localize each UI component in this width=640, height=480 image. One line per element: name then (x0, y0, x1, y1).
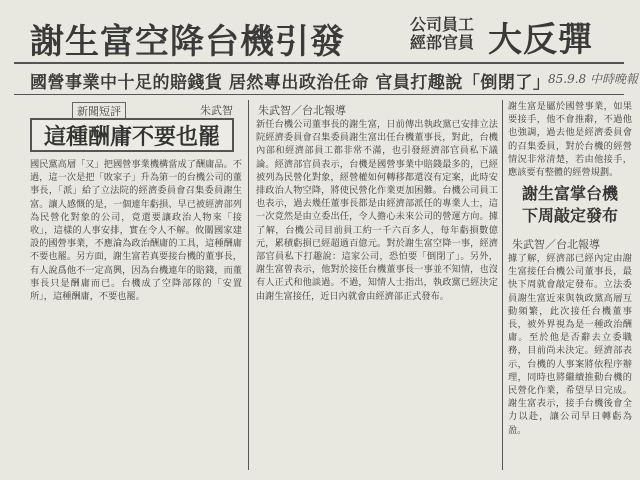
headline (12, 12, 636, 62)
headline-stacked-line-2: 經部官員 (410, 33, 475, 52)
middle-text: 新任台機公司董事長的謝生富，日前傳出執政黨已安排立法院經濟委員會召集委員謝生富出任台機董事長，對此，台機內部和經濟部員工都非常不滿，也引發經濟部官員私下議論。經濟部官員表示，台機是國營事業中賠錢最多的，已經被列為民營化對象，經營權如何轉移都還沒有定案，此時安排政治人物空降，將使民營化作業更加困難。台機公司員工也表示，過去幾任董事長都是由經濟部派任的專業人士，這一次竟然是由立委出任，令人擔心未來公司的營運方向。據了解，台機公司目前員工約一千六百多人，每年虧損數億元，累積虧損已經超過百億元。對於謝生富空降一事，經濟部官員私下打趣說：這家公司，恐怕要「倒閉了」。另外，謝生富曾表示，他對於接任台機董事長一事並不知情，也沒有人正式和他談過。不過，知情人士指出，執政黨已經決定由謝生富接任，近日內就會由經濟部正式發布。 (256, 119, 498, 302)
headline-rule (14, 62, 624, 64)
column-text: 國民黨高層「又」把國營事業機構當成了酬庸品。不過，這一次是把「敗家子」升為第一的台機公司的董事長，「派」給了立法院的經濟委員會召集委員謝生富。讓人感慨的是，一個連年虧損、早已被經濟部列為民營化對象的公司，竟還要讓政治人物來「接收」，這樣的人事安排，實在令人不解。攸關國家建設的國營事業，不應淪為政治酬庸的工具，這種酬庸不要也罷。另方面，謝生富若真要接台機的董事長，有人說爲他不一定高興，因為台機連年的賠錢，而董事長只是酬庸而已。台機成了空降部隊的「安置所」，這種酬庸，不要也罷。 (30, 159, 242, 303)
column-tag: 新聞短評 (72, 102, 126, 120)
column-author: 朱武智 (200, 104, 233, 117)
middle-author: 朱武智／台北報導 (258, 104, 346, 117)
side-title-line-1: 謝生富掌台機 (521, 184, 618, 203)
subhead: 國營事業中十足的賠錢貨 居然專出政治任命 官員打趣說「倒閉了」 (30, 73, 551, 93)
handwritten-date: 85.9.8 中時晚報 (548, 72, 638, 86)
right-author: 朱武智／台北報導 (512, 238, 600, 251)
subhead-rule (14, 94, 624, 95)
headline-tail: 大反彈 (488, 20, 593, 60)
headline-stacked (410, 16, 474, 52)
right-text-bottom: 據了解，經濟部已經內定由謝生富接任台機公司董事長，最快下周就會敲定發布。立法委員謝生富近來與執政黨高層互動頻繁，此次接任台機董事長，被外界視為是一種政治酬庸。至於他是否辭去立委職務，目前尚未決定。經濟部表示，台機的人事案將依程序辦理，同時也將繼續推動台機的民營化作業，希望早日完成。謝生富表示，接手台機後會全力以赴，讓公司早日轉虧為盈。 (508, 253, 632, 436)
right-text-top: 謝生富是屬於國營事業，如果要接手，他不會推辭，不過他也強調，過去他是經濟委員會的召集委員，對於台機的經營情況非常清楚，若由他接手，應該要有整體的經營規劃。 (508, 101, 632, 178)
headline-stacked-line-1: 公司員工 (410, 15, 475, 34)
column-divider-1 (248, 100, 249, 470)
headline-main: 謝生富空降台機引發 (30, 22, 345, 62)
column-divider-2 (502, 100, 503, 470)
side-title (505, 183, 635, 227)
side-title-line-2: 下周敲定發布 (521, 206, 618, 225)
column-title: 這種酬庸不要也罷 (30, 118, 234, 152)
